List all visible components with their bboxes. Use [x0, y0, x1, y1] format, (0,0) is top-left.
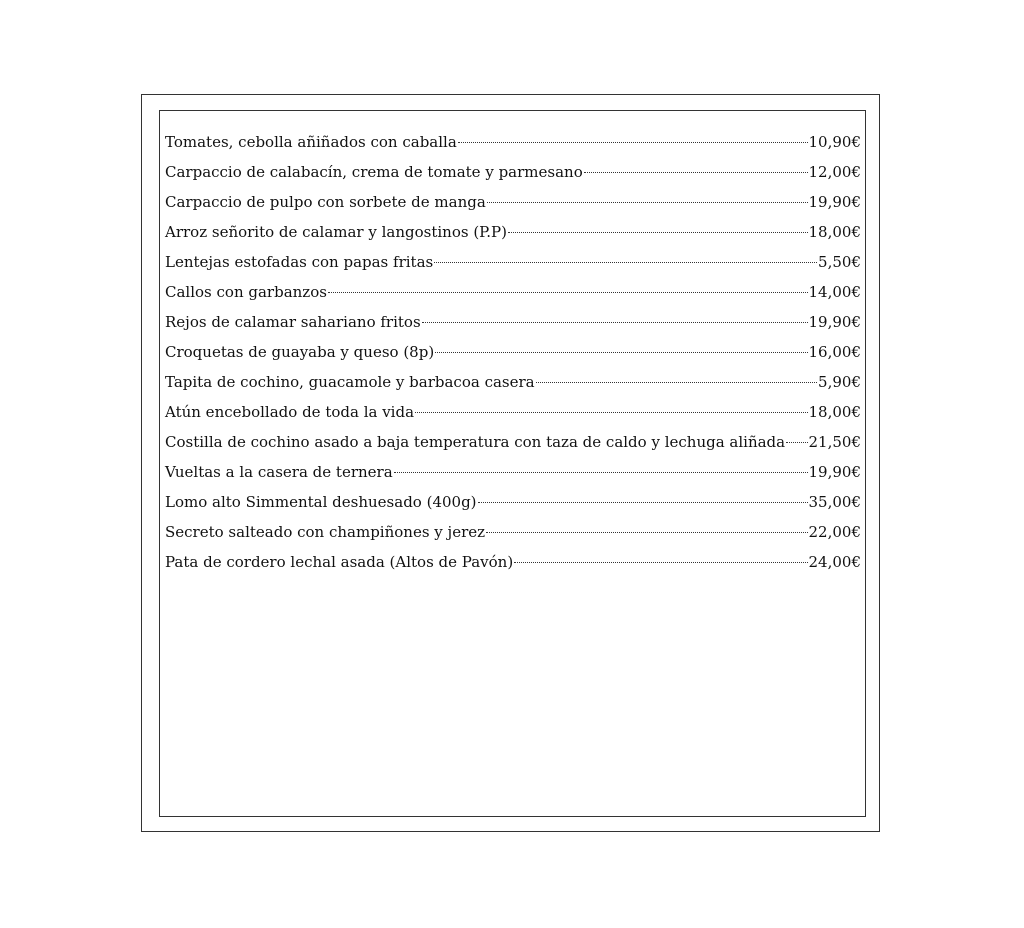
menu-item: [165, 487, 861, 517]
menu-item-name: Lomo alto Simmental deshuesado (400g): [165, 493, 477, 511]
menu-item-price: 16,00€: [808, 343, 861, 361]
menu-item: [165, 127, 861, 157]
menu-item-price: 21,50€: [808, 433, 861, 451]
menu-item-name: Pata de cordero lechal asada (Altos de Pavón): [165, 553, 514, 571]
menu-item-price: 18,00€: [808, 403, 861, 421]
menu-item: [165, 397, 861, 427]
dotted-leader: [328, 291, 808, 293]
menu-item-name: Vueltas a la casera de ternera: [165, 463, 393, 481]
dotted-leader: [478, 501, 808, 503]
menu-item-price: 12,00€: [808, 163, 861, 181]
menu-item-name: Croquetas de guayaba y queso (8p): [165, 343, 435, 361]
menu-item-name: Tomates, cebolla añiñados con caballa: [165, 133, 457, 151]
menu-item-name: Secreto salteado con champiñones y jerez: [165, 523, 486, 541]
dotted-leader: [786, 441, 807, 443]
dotted-leader: [422, 321, 808, 323]
menu-item: [165, 307, 861, 337]
menu-item: [165, 517, 861, 547]
menu-item-name: Arroz señorito de calamar y langostinos (P.P): [165, 223, 507, 241]
menu-item-price: 19,90€: [808, 463, 861, 481]
menu-item-name: Rejos de calamar sahariano fritos: [165, 313, 421, 331]
dotted-leader: [584, 171, 808, 173]
menu-item-price: 10,90€: [808, 133, 861, 151]
menu-item: [165, 187, 861, 217]
dotted-leader: [394, 471, 808, 473]
dotted-leader: [434, 261, 817, 263]
menu-item: [165, 427, 861, 457]
menu-item-name: Callos con garbanzos: [165, 283, 327, 301]
menu-item: [165, 367, 861, 397]
menu-item: [165, 247, 861, 277]
menu-item-name: Costilla de cochino asado a baja temperatura con taza de caldo y lechuga aliñada: [165, 433, 786, 451]
dotted-leader: [514, 561, 807, 563]
menu-item-price: 18,00€: [808, 223, 861, 241]
dotted-leader: [486, 531, 807, 533]
menu-item: [165, 337, 861, 367]
menu-list: [165, 127, 861, 577]
dotted-leader: [415, 411, 807, 413]
dotted-leader: [536, 381, 817, 383]
menu-item-name: Tapita de cochino, guacamole y barbacoa casera: [165, 373, 535, 391]
menu-item: [165, 217, 861, 247]
menu-item-price: 19,90€: [808, 313, 861, 331]
dotted-leader: [458, 141, 808, 143]
menu-item-price: 22,00€: [808, 523, 861, 541]
menu-item-name: Atún encebollado de toda la vida: [165, 403, 415, 421]
menu-item: [165, 277, 861, 307]
dotted-leader: [487, 201, 808, 203]
menu-item-name: Carpaccio de calabacín, crema de tomate y parmesano: [165, 163, 583, 181]
menu-item-price: 14,00€: [808, 283, 861, 301]
menu-item: [165, 457, 861, 487]
menu-item-name: Carpaccio de pulpo con sorbete de manga: [165, 193, 486, 211]
menu-item-name: Lentejas estofadas con papas fritas: [165, 253, 434, 271]
menu-item-price: 24,00€: [808, 553, 861, 571]
dotted-leader: [508, 231, 808, 233]
menu-item: [165, 157, 861, 187]
menu-item-price: 5,90€: [818, 373, 861, 391]
menu-item-price: 35,00€: [808, 493, 861, 511]
menu-item-price: 5,50€: [818, 253, 861, 271]
dotted-leader: [435, 351, 807, 353]
menu-item-price: 19,90€: [808, 193, 861, 211]
menu-item: [165, 547, 861, 577]
